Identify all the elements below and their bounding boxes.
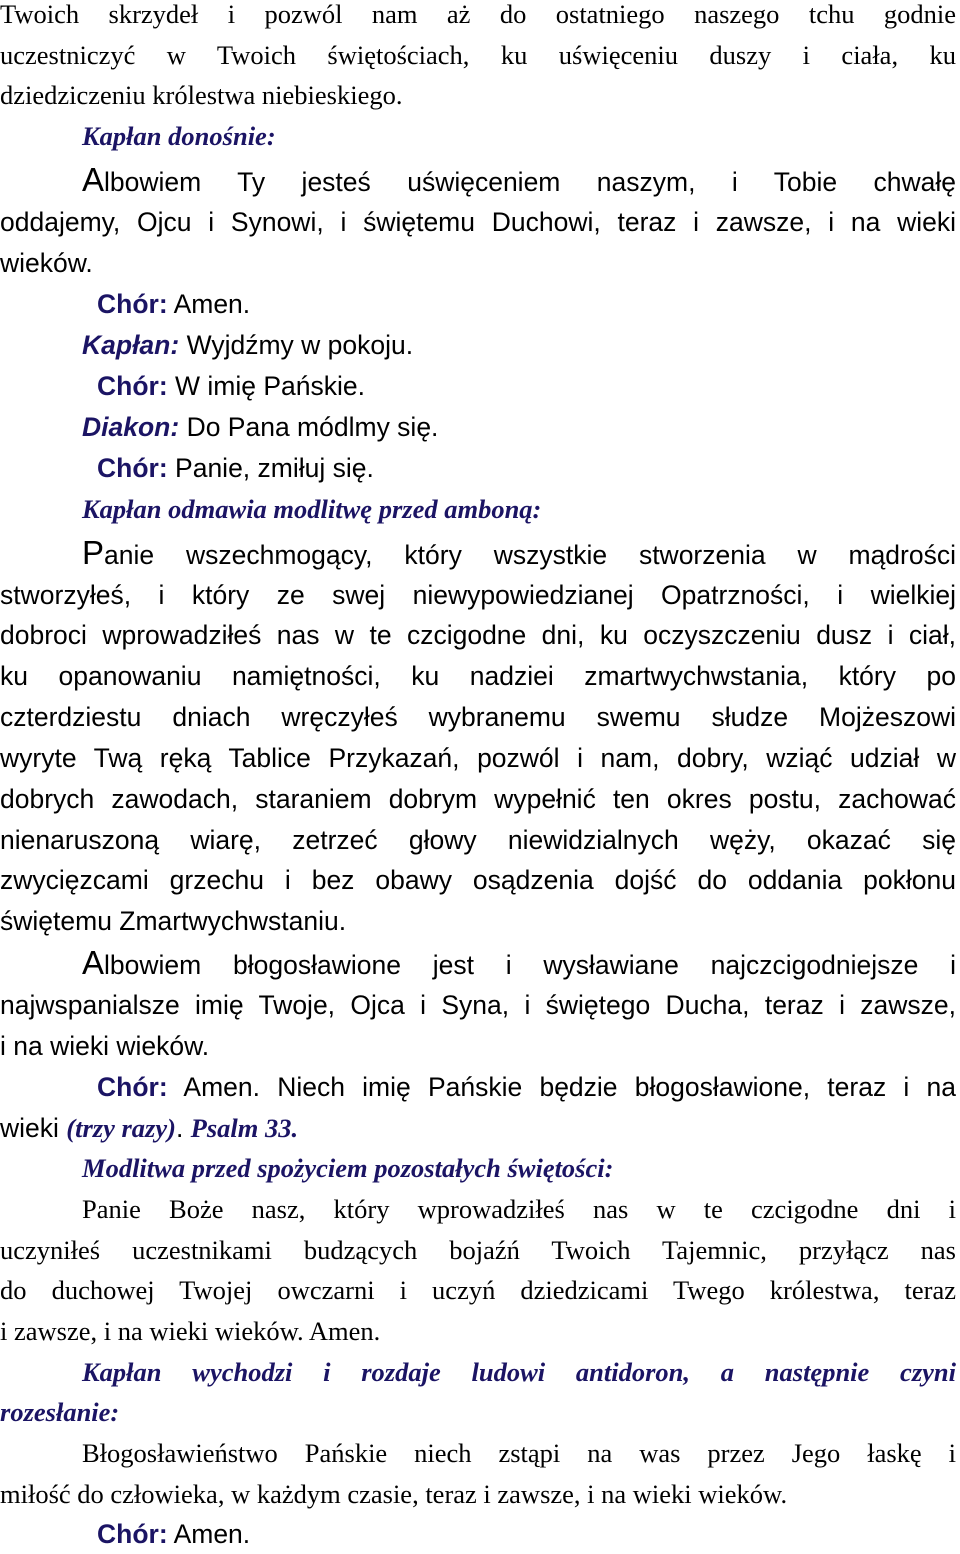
speaker-label: Chór: bbox=[97, 371, 168, 401]
text-line: Panie wszechmogący, który wszystkie stworzenia w mądrości bbox=[82, 534, 956, 571]
text-line: Albowiem błogosławione jest i wysławiane najczcigodniejsze i bbox=[82, 944, 956, 981]
psalm-reference: Psalm 33. bbox=[190, 1113, 299, 1143]
text-line: dziedziczeniu królestwa niebieskiego. bbox=[0, 80, 403, 110]
rubric-heading: Kapłan odmawia modlitwę przed amboną: bbox=[82, 494, 542, 524]
text-line: miłość do człowieka, w każdym czasie, teraz i zawsze, i na wieki wieków. bbox=[0, 1479, 788, 1509]
text-line: i zawsze, i na wieki wieków. Amen. bbox=[0, 1316, 381, 1346]
text-line: wyryte Twą ręką Tablice Przykazań, pozwól i nam, dobry, wziąć udział w bbox=[0, 743, 956, 773]
text-line: wieki (trzy razy). Psalm 33. bbox=[0, 1113, 299, 1143]
rubric-heading: Modlitwa przed spożyciem pozostałych świętości: bbox=[82, 1153, 614, 1183]
text-line: czterdziestu dniach wręczyłeś wybranemu swemu słudze Mojżeszowi bbox=[0, 702, 956, 732]
rubric-heading: rozesłanie: bbox=[0, 1397, 120, 1427]
rubric-heading: Kapłan donośnie: bbox=[82, 121, 276, 151]
initial-letter: P bbox=[82, 534, 105, 571]
rubric-heading: Kapłan wychodzi i rozdaje ludowi antidoron, a następnie czyni bbox=[82, 1357, 956, 1387]
text-line: Błogosławieństwo Pańskie niech zstąpi na was przez Jego łaskę i bbox=[82, 1438, 956, 1468]
initial-letter: A bbox=[82, 161, 105, 198]
text-line: uczestniczyć w Twoich świętościach, ku uświęceniu duszy i ciała, ku bbox=[0, 40, 956, 70]
dialogue-line: Diakon: Do Pana módlmy się. bbox=[82, 412, 439, 442]
rubric-note: (trzy razy) bbox=[66, 1113, 176, 1143]
dialogue-line: Chór: Amen. bbox=[97, 289, 251, 319]
speaker-label: Chór: bbox=[97, 453, 168, 483]
speaker-label: Chór: bbox=[97, 1519, 168, 1549]
dialogue-line: Chór: Panie, zmiłuj się. bbox=[97, 453, 374, 483]
initial-letter: A bbox=[82, 944, 105, 981]
text-line: Twoich skrzydeł i pozwól nam aż do ostatniego naszego tchu godnie bbox=[0, 0, 956, 29]
text-line: i na wieki wieków. bbox=[0, 1031, 210, 1061]
text-line: ku opanowaniu namiętności, ku nadziei zmartwychwstania, który po bbox=[0, 661, 956, 691]
text-line: świętemu Zmartwychwstaniu. bbox=[0, 906, 347, 936]
text-line: dobrych zawodach, staraniem dobrym wypełnić ten okres postu, zachować bbox=[0, 784, 956, 814]
text-line: do duchowej Twojej owczarni i uczyń dziedzicami Twego królestwa, teraz bbox=[0, 1275, 956, 1305]
speaker-label: Diakon: bbox=[82, 412, 180, 442]
text-line: wieków. bbox=[0, 248, 93, 278]
text-line: nienaruszoną wiarę, zetrzeć głowy niewidzialnych węży, okazać się bbox=[0, 825, 956, 855]
text-line: oddajemy, Ojcu i Synowi, i świętemu Duchowi, teraz i zawsze, i na wieki bbox=[0, 207, 956, 237]
speaker-label: Chór: bbox=[97, 289, 168, 319]
text-line: Panie Boże nasz, który wprowadziłeś nas w te czcigodne dni i bbox=[82, 1194, 956, 1224]
dialogue-line: Chór: Amen. bbox=[97, 1519, 251, 1549]
text-line: Albowiem Ty jesteś uświęceniem naszym, i Tobie chwałę bbox=[82, 161, 956, 198]
text-line: dobroci wprowadziłeś nas w te czcigodne dni, ku oczyszczeniu dusz i ciał, bbox=[0, 620, 956, 650]
text-line: zwycięzcami grzechu i bez obawy osądzenia dojść do oddania pokłonu bbox=[0, 865, 956, 895]
text-line: Chór: Amen. Niech imię Pańskie będzie błogosławione, teraz i na bbox=[97, 1072, 956, 1102]
text-line: najwspanialsze imię Twoje, Ojca i Syna, i świętego Ducha, teraz i zawsze, bbox=[0, 990, 956, 1020]
speaker-label: Chór: bbox=[97, 1072, 168, 1102]
dialogue-line: Chór: W imię Pańskie. bbox=[97, 371, 365, 401]
dialogue-line: Kapłan: Wyjdźmy w pokoju. bbox=[82, 330, 414, 360]
speaker-label: Kapłan: bbox=[82, 330, 180, 360]
text-line: stworzyłeś, i który ze swej niewypowiedzianej Opatrzności, i wielkiej bbox=[0, 580, 956, 610]
text-line: uczyniłeś uczestnikami budzących bojaźń Twoich Tajemnic, przyłącz nas bbox=[0, 1235, 956, 1265]
